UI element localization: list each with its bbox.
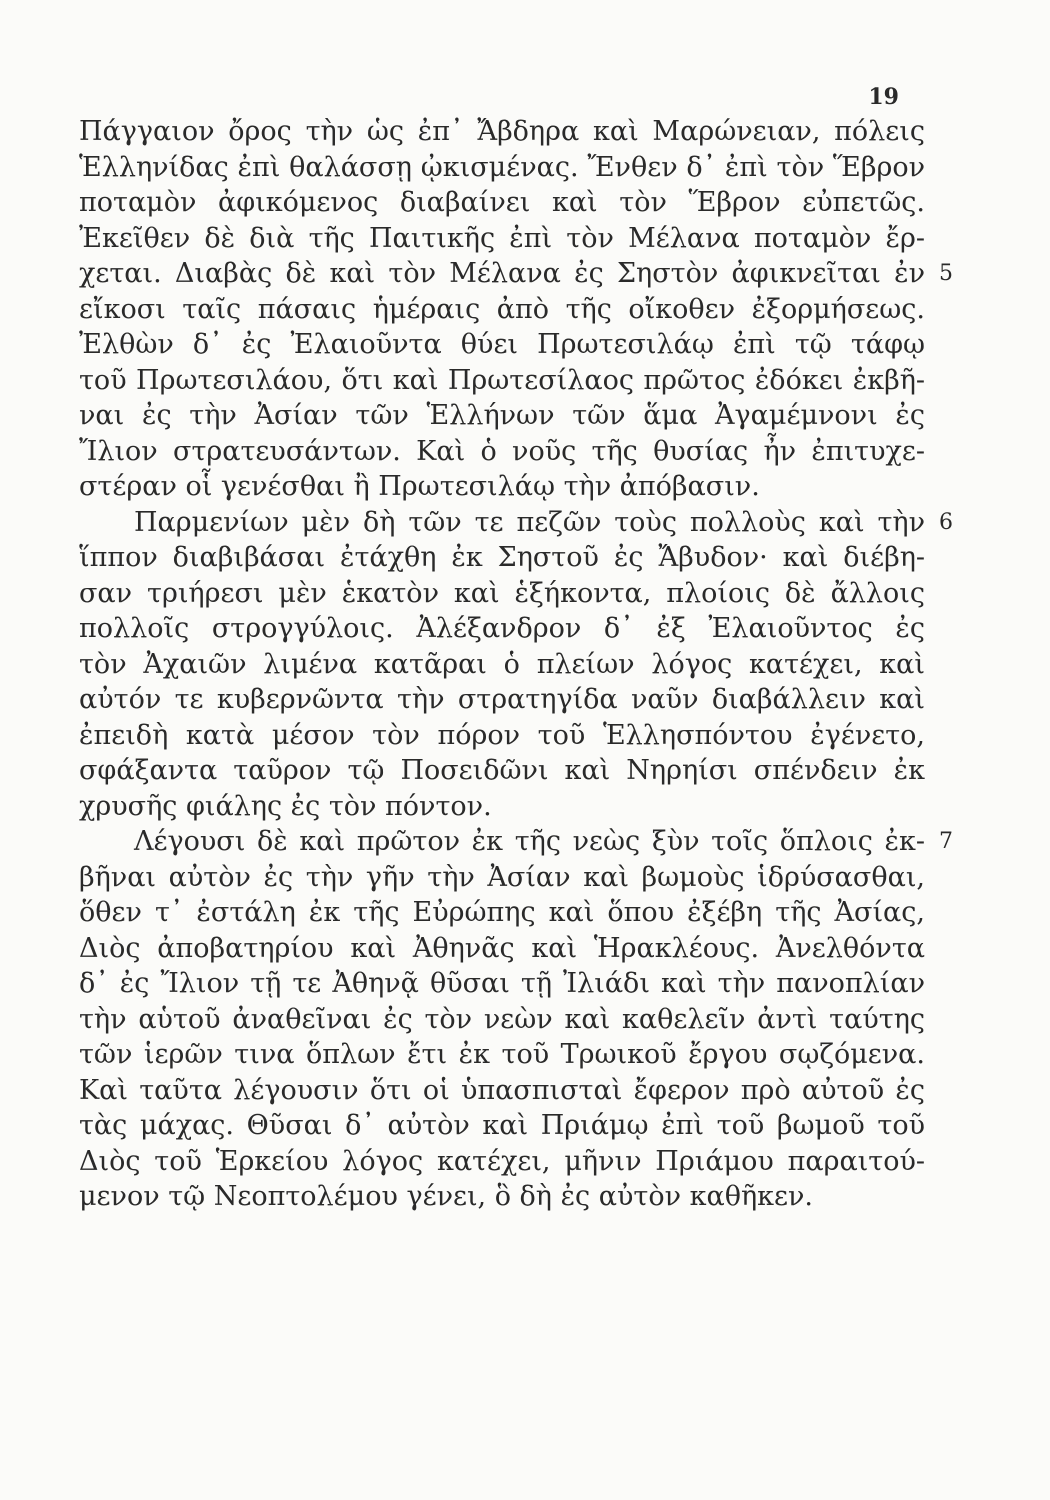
- text-line: Ἑλληνίδας ἐπὶ θαλάσσῃ ᾠκισμένας. Ἔνθεν δ᾽ ἐπὶ τὸν Ἕβρον: [79, 151, 925, 183]
- text-line: τοῦ Πρωτεσιλάου, ὅτι καὶ Πρωτεσίλαος πρῶτος ἐδόκει ἐκβῆ-: [79, 364, 925, 396]
- text-line: δ᾽ ἐς Ἴλιον τῇ τε Ἀθηνᾷ θῦσαι τῇ Ἰλιάδι καὶ τὴν πανοπλίαν: [79, 968, 925, 999]
- text-line: σφάξαντα ταῦρον τῷ Ποσειδῶνι καὶ Νηρηίσι σπένδειν ἐκ: [79, 755, 925, 786]
- text-line: σαν τριήρεσι μὲν ἑκατὸν καὶ ἑξήκοντα, πλοίοις δὲ ἄλλοις: [79, 577, 925, 609]
- text-line: χεται. Διαβὰς δὲ καὶ τὸν Μέλανα ἐς Σηστὸν ἀφικνεῖται ἐν 5: [79, 256, 925, 292]
- text-line: τῶν ἱερῶν τινα ὅπλων ἔτι ἐκ τοῦ Τρωικοῦ ἔργου σῳζόμενα.: [79, 1039, 925, 1070]
- text-line: εἴκοσι ταῖς πάσαις ἡμέραις ἀπὸ τῆς οἴκοθεν ἐξορμήσεως.: [79, 293, 925, 325]
- text-line: Ἐκεῖθεν δὲ διὰ τῆς Παιτικῆς ἐπὶ τὸν Μέλανα ποταμὸν ἔρ-: [79, 222, 925, 254]
- text-line: Ἴλιον στρατευσάντων. Καὶ ὁ νοῦς τῆς θυσίας ἦν ἐπιτυχε-: [79, 435, 925, 467]
- text-line: στέραν οἷ γενέσθαι ἢ Πρωτεσιλάῳ τὴν ἀπόβασιν.: [79, 471, 760, 502]
- text-line: τὰς μάχας. Θῦσαι δ᾽ αὐτὸν καὶ Πριάμῳ ἐπὶ τοῦ βωμοῦ τοῦ: [79, 1110, 925, 1141]
- text-line: Λέγουσι δὲ καὶ πρῶτον ἐκ τῆς νεὼς ξὺν τοῖς ὅπλοις ἐκ- 7: [79, 824, 925, 860]
- text-line: Πάγγαιον ὄρος τὴν ὡς ἐπ᾽ Ἄβδηρα καὶ Μαρώνειαν, πόλεις: [79, 116, 925, 147]
- text-line: Διὸς ἀποβατηρίου καὶ Ἀθηνᾶς καὶ Ἡρακλέους. Ἀνελθόντα: [79, 932, 925, 964]
- section-number-6: 6: [939, 509, 953, 535]
- section-number-5: 5: [939, 261, 953, 286]
- text-line: τὴν αὑτοῦ ἀναθεῖναι ἐς τὸν νεὼν καὶ καθελεῖν ἀντὶ ταύτης: [79, 1003, 925, 1035]
- section-number-7: 7: [939, 829, 953, 854]
- text-line: ὅθεν τ᾽ ἐστάλη ἐκ τῆς Εὐρώπης καὶ ὅπου ἐξέβη τῆς Ἀσίας,: [79, 897, 925, 928]
- text-line: Παρμενίων μὲν δὴ τῶν τε πεζῶν τοὺς πολλοὺς καὶ τὴν 6: [79, 505, 925, 541]
- text-line: βῆναι αὐτὸν ἐς τὴν γῆν τὴν Ἀσίαν καὶ βωμοὺς ἱδρύσασθαι,: [79, 861, 925, 893]
- text-line: ἵππον διαβιβάσαι ἐτάχθη ἐκ Σηστοῦ ἐς Ἄβυδον· καὶ διέβη-: [79, 542, 925, 573]
- text-line: πολλοῖς στρογγύλοις. Ἀλέξανδρον δ᾽ ἐξ Ἐλαιοῦντος ἐς: [79, 613, 925, 644]
- text-line: ἐπειδὴ κατὰ μέσον τὸν πόρον τοῦ Ἑλλησπόντου ἐγένετο,: [79, 719, 925, 751]
- text-line: μενον τῷ Νεοπτολέμου γένει, ὃ δὴ ἐς αὐτὸν καθῆκεν.: [79, 1181, 813, 1212]
- text-line: Καὶ ταῦτα λέγουσιν ὅτι οἱ ὑπασπισταὶ ἔφερον πρὸ αὐτοῦ ἐς: [79, 1074, 925, 1106]
- text-body: [79, 114, 953, 1215]
- text-line: ποταμὸν ἀφικόμενος διαβαίνει καὶ τὸν Ἕβρον εὐπετῶς.: [79, 187, 925, 218]
- text-line: ναι ἐς τὴν Ἀσίαν τῶν Ἑλλήνων τῶν ἅμα Ἀγαμέμνονι ἐς: [79, 400, 925, 431]
- text-line: Διὸς τοῦ Ἑρκείου λόγος κατέχει, μῆνιν Πριάμου παραιτού-: [79, 1145, 925, 1177]
- page-number: 19: [868, 84, 899, 110]
- text-line: αὐτόν τε κυβερνῶντα τὴν στρατηγίδα ναῦν διαβάλλειν καὶ: [79, 684, 925, 715]
- text-line: χρυσῆς φιάλης ἐς τὸν πόντον.: [79, 790, 492, 822]
- text-line: τὸν Ἀχαιῶν λιμένα κατᾶραι ὁ πλείων λόγος κατέχει, καὶ: [79, 648, 925, 680]
- text-line: Ἐλθὼν δ᾽ ἐς Ἐλαιοῦντα θύει Πρωτεσιλάῳ ἐπὶ τῷ τάφῳ: [79, 329, 925, 360]
